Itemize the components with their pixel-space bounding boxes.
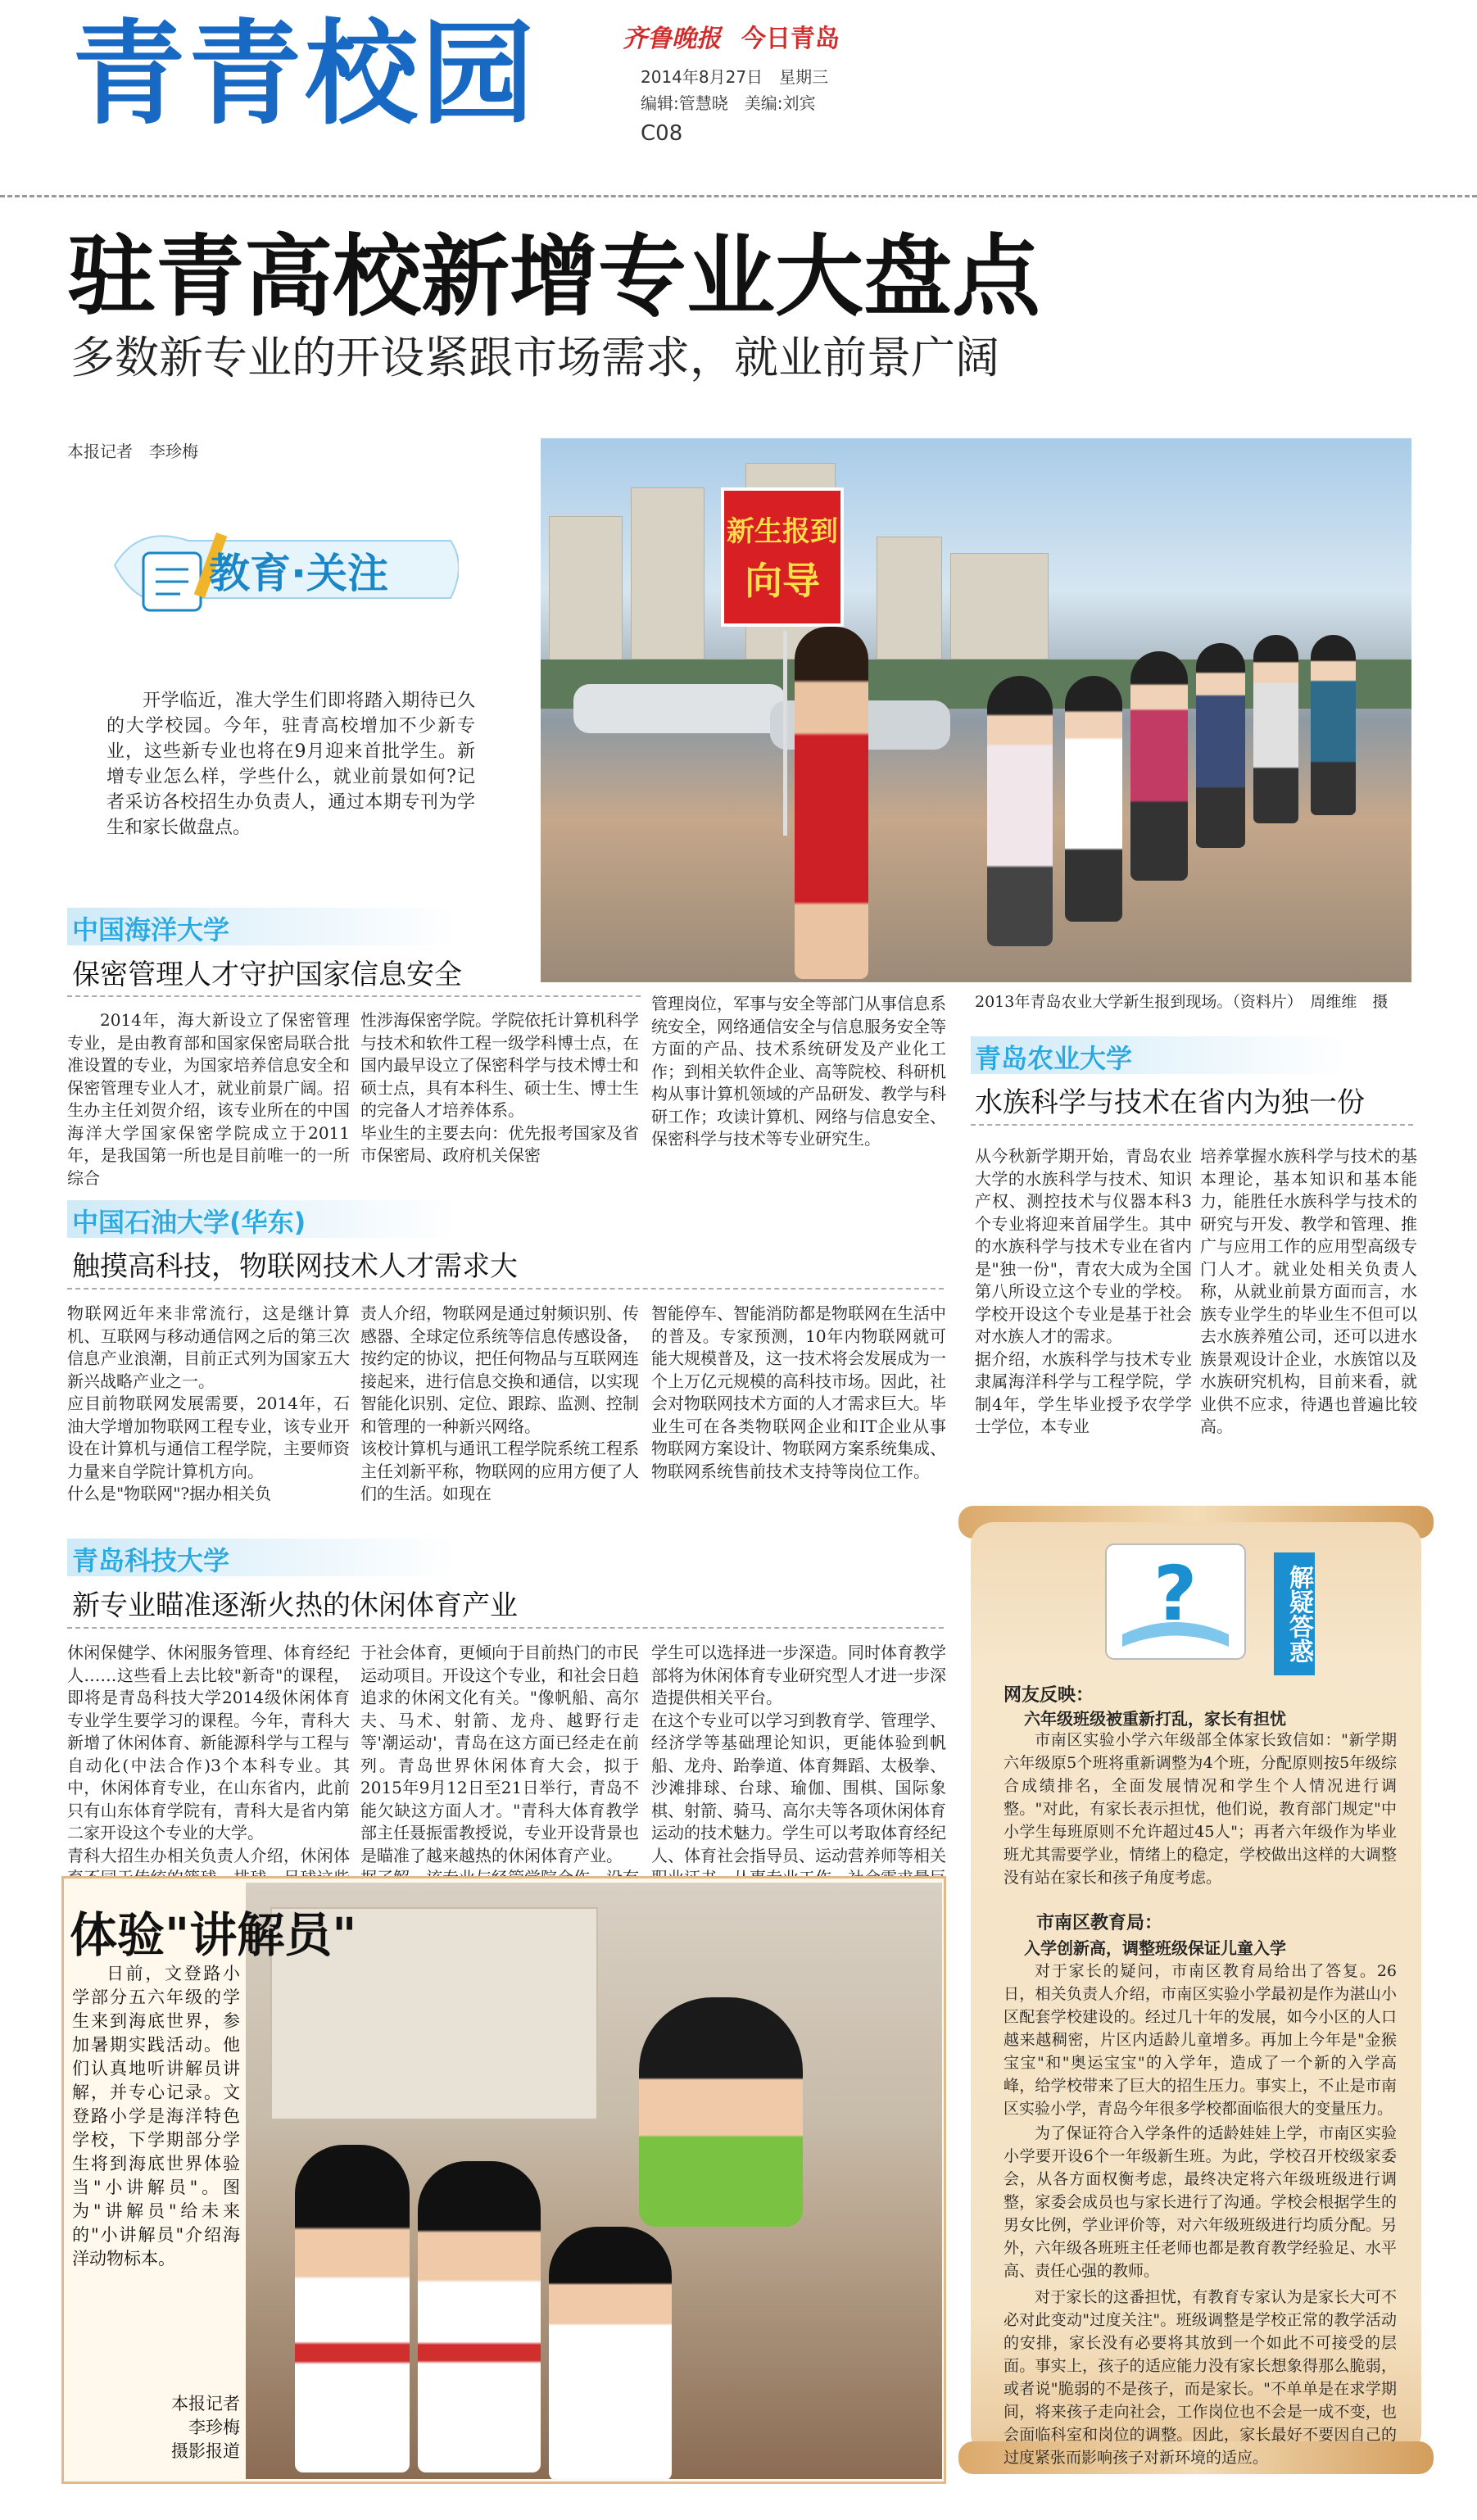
photo-sign-line2: 向导 bbox=[745, 559, 820, 603]
issue-date: 2014年8月27日 星期三 bbox=[641, 67, 829, 87]
question-mark-icon bbox=[1090, 1536, 1262, 1667]
qa-answer-body-1: 对于家长的疑问，市南区教育局给出了答复。26日，相关负责人介绍，市南区实验小学最初是作为湛山小区配套学校建设的。经过几十年的发展，如今小区的人口越来越稠密，片区内适龄儿童增多。再加上今年是"金猴宝宝"和"奥运宝宝"的入学年，造成了一个新的入学高峰，给学校带来了巨大的招生压力。事实上，不止是市南区实验小学，青岛今年很多学校都面临很大的变量压力。 bbox=[1004, 1962, 1397, 2118]
qa-answer-title: 入学创新高，调整班级保证儿童入学 bbox=[1024, 1938, 1286, 1958]
section-rule-qust bbox=[67, 1627, 944, 1629]
school-name-ouc: 中国海洋大学 bbox=[72, 914, 230, 945]
qa-answer-body-3: 对于家长的这番担忧，有教育专家认为是家长大可不必对此变动"过度关注"。班级调整是学校正常的教学活动的安排，家长没有必要将其放到一个如此不可接受的层面。事实上，孩子的适应能力没有家长想象得那么脆弱，或者说"脆弱的不是孩子，而是家长。"不单单是在求学期间，将来孩子走向社会，工作岗位也不会是一成不变，也会面临科室和岗位的调整。因此，家长最好不要因自己的过度紧张而影响孩子对新环境的适应。 bbox=[1004, 2288, 1397, 2467]
article-col-qust-1: 休闲保健学、休闲服务管理、体育经纪人……这些看上去比较"新奇"的课程，即将是青岛科技大学2014级休闲体育专业学生要学习的课程。今年，青科大新增了休闲体育、新能源科学与工程与自动化(中法合作)3个本科专业。其中，休闲体育专业，在山东省内，此前只有山东体育学院有，青科大是省内第二家开设这个专业的大学。 青科大招生办相关负责人介绍，休闲体 bbox=[67, 1643, 350, 1865]
edu-badge-label: 教育·关注 bbox=[209, 550, 388, 597]
section-rule-qau bbox=[971, 1124, 1413, 1126]
edition-name: 今日青岛 bbox=[741, 25, 840, 53]
article-col-qust-2: 于社会体育，更倾向于目前热门的市民运动项目。开设这个专业，和社会日趋追求的休闲文化有关。"像帆船、高尔夫、马术、射箭、龙舟、越野行走等'潮运动'，青岛在这方面已经走在前列。青岛世界休闲体育大会，拟于2015年9月12日至21日举行，青岛不能欠缺这方面人才。"青科大体育教学部主任聂振雷教授说，专业开设背景也是瞄准了越来越热的休闲体育产业。 bbox=[360, 1643, 639, 1865]
section-title-qau: 水族科学与技术在省内为独一份 bbox=[975, 1086, 1365, 1119]
main-photo bbox=[541, 438, 1411, 982]
article-col-qust-3: 学生可以选择进一步深造。同时体育教学部将为休闲体育专业研究型人才进一步深造提供相关平台。 在这个专业可以学习到教育学、管理学、经济学等基础理论知识，更能体验到帆船、龙舟、跆拳道、体育舞蹈、太极拳、沙滩排球、台球、瑜伽、围棋、国际象棋、射箭、骑马、高尔夫等各项休闲体育运动的技术魅力。学生可以考取体育经纪人、体育社会指导员、运动营养师等相关 bbox=[651, 1643, 946, 1865]
page-subheadline: 多数新专业的开设紧跟市场需求，就业前景广阔 bbox=[70, 332, 999, 383]
paper-logo: 齐鲁晚报 bbox=[623, 25, 721, 53]
experience-credit-3: 摄影报道 bbox=[171, 2441, 240, 2461]
school-name-qau: 青岛农业大学 bbox=[975, 1043, 1133, 1074]
qa-answer-label: 市南区教育局： bbox=[1036, 1913, 1163, 1933]
photo-caption: 2013年青岛农业大学新生报到现场。（资料片） 周维维 摄 bbox=[975, 993, 1389, 1011]
section-title-ouc: 保密管理人才守护国家信息安全 bbox=[72, 959, 462, 991]
experience-credit-1: 本报记者 bbox=[171, 2394, 240, 2413]
article-col-qau-1: 从今秋新学期开始，青岛农业大学的水族科学与技术、知识产权、测控技术与仪器本科3个专业将迎来首届学生。其中的水族科学与技术专业在省内是"独一份"，青农大成为全国第八所设立这个专业的学校。学校开设这个专业是基于社会对水族人才的需求。 据介绍，水族科学与技术专业隶属海洋科学与工程学院，学制4年，学生毕业授予农学学士学位，本专业 bbox=[975, 1146, 1192, 1436]
byline: 本报记者 李珍梅 bbox=[67, 442, 198, 461]
qa-question-label: 网友反映： bbox=[1004, 1685, 1094, 1706]
experience-credit-2: 李珍梅 bbox=[188, 2418, 240, 2437]
article-col-ouc-2: 性涉海保密学院。学院依托计算机科学与技术和软件工程一级学科博士点，在国内最早设立了保密科学与技术博士和硕士点，具有本科生、硕士生、博士生的完备人才培养体系。 毕业生的主要去向：优先报考国家及省市保密局、政府机关保密 bbox=[360, 1010, 639, 1165]
editors: 编辑:管慧晓 美编:刘宾 bbox=[641, 93, 816, 113]
page-number: C08 bbox=[641, 121, 683, 146]
photo-sign-line1: 新生报到 bbox=[727, 515, 838, 548]
article-col-qau-2: 培养掌握水族科学与技术的基本理论，基本知识和基本能力，能胜任水族科学与技术的研究与开发、教学和管理、推广与应用工作的应用型高级专门人才。就业处相关负责人称，从就业前景方面而言，水族专业学生的毕业生不但可以去水族养殖公司，还可以进水族景观设计企业，水族馆以及水族研究机构，目前来看，就业供不应求，待遇也普遍比较高。 bbox=[1200, 1146, 1417, 1436]
experience-photo bbox=[246, 1883, 942, 2479]
qa-question-title: 六年级班级被重新打乱，家长有担忧 bbox=[1024, 1709, 1286, 1729]
qa-answer-body-2: 为了保证符合入学条件的适龄娃娃上学，市南区实验小学要开设6个一年级新生班。为此，学校召开校级家委会，从各方面权衡考虑，最终决定将六年级班级进行调整，家委会成员也与家长进行了沟通。学校会根据学生的男女比例，学业评价等，对六年级班级进行均质分配。另外，六年级各班班主任老师也都是教育教学经验足、水平高、责任心强的教师。 bbox=[1004, 2124, 1397, 2280]
experience-body: 日前，文登路小学部分五六年级的学生来到海底世界，参加暑期实践活动。他们认真地听讲解员讲解，并专心记录。文登路小学是海洋特色学校，下学期部分学生将到海底世界体验当"小讲解员"。图为"讲解员"给未来的"小讲解员"介绍海洋动物标本。 bbox=[72, 1964, 240, 2268]
school-name-qust: 青岛科技大学 bbox=[72, 1545, 230, 1576]
section-rule-ouc bbox=[67, 995, 641, 997]
photo-sign bbox=[721, 487, 844, 627]
section-title: 青青校园 bbox=[72, 8, 538, 140]
svg-text:?: ? bbox=[1153, 1550, 1198, 1638]
qa-badge: 解疑答惑 bbox=[1274, 1552, 1315, 1675]
article-col-ouc-3: 管理岗位，军事与安全等部门从事信息系统安全，网络通信安全与信息服务安全等方面的产品、技术系统研发及产业化工作；到相关软件企业、高等院校、科研机构从事计算机领域的产品研发、教学与科研工作；攻读计算机、网络与信息安全、保密科学与技术等专业研究生。 bbox=[651, 994, 946, 1149]
article-col-upc-1: 物联网近年来非常流行，这是继计算机、互联网与移动通信网之后的第三次信息产业浪潮，目前正式列为国家五大新兴战略产业之一。 应目前物联网发展需要，2014年，石油大学增加物联网工程专业，该专业开设在计算机与通信工程学院，主要师资力量来自学院计算机方向。 什么是"物联网"?据办相关负 bbox=[67, 1303, 350, 1503]
experience-title: 体验"讲解员" bbox=[70, 1907, 357, 1963]
header-divider bbox=[0, 195, 1477, 197]
section-rule-upc bbox=[67, 1288, 944, 1289]
article-col-ouc-1: 2014年，海大新设立了保密管理专业，是由教育部和国家保密局联合批准设置的专业，为国家培养信息安全和保密管理专业人才，就业前景广阔。招生办主任刘贺介绍，该专业所在的中国海洋大学国家保密学院成立于2011年，是我国第一所也是目前唯一的一所综合 bbox=[67, 1010, 350, 1188]
article-col-upc-3: 智能停车、智能消防都是物联网在生活中的普及。专家预测，10年内物联网就可能大规模普及，这一技术将会发展成为一个上万亿元规模的高科技市场。因此，社会对物联网技术方面的人才需求巨大。毕业生可在各类物联网企业和IT企业从事物联网方案设计、物联网方案系统集成、物联网系统售前技术支持等岗位工作。 bbox=[651, 1303, 946, 1481]
school-name-upc: 中国石油大学(华东) bbox=[72, 1207, 306, 1238]
section-title-qust: 新专业瞄准逐渐火热的休闲体育产业 bbox=[72, 1589, 518, 1622]
page-headline: 驻青高校新增专业大盘点 bbox=[67, 226, 1041, 329]
section-title-upc: 触摸高科技，物联网技术人才需求大 bbox=[72, 1250, 518, 1283]
lead-paragraph: 开学临近，准大学生们即将踏入期待已久的大学校园。今年，驻青高校增加不少新专业，这些新专业也将在9月迎来首批学生。新增专业怎么样，学些什么，就业前景如何?记者采访各校招生办负责人，通过本期专刊为学生和家长做盘点。 bbox=[106, 691, 475, 838]
qa-question-body: 市南区实验小学六年级部全体家长致信如："新学期六年级原5个班将重新调整为4个班，分配原则按5年级综合成绩排名，全面发展情况和学生个人情况进行调整。"对此，有家长表示担忧，他们说，教育部门规定"中小学生每班原则不允许超过45人"；再者六年级作为毕业班尤其需要学业，情绪上的稳定，学校做出这样的大调整没有站在家长和孩子角度考虑。 bbox=[1004, 1731, 1397, 1887]
article-col-upc-2: 责人介绍，物联网是通过射频识别、传感器、全球定位系统等信息传感设备，按约定的协议，把任何物品与互联网连接起来，进行信息交换和通信，以实现智能化识别、定位、跟踪、监测、控制和管理的一种新兴网络。 该校计算机与通讯工程学院系统工程系主任刘新平称，物联网的应用方便了人们的生活。如现在 bbox=[360, 1303, 639, 1503]
